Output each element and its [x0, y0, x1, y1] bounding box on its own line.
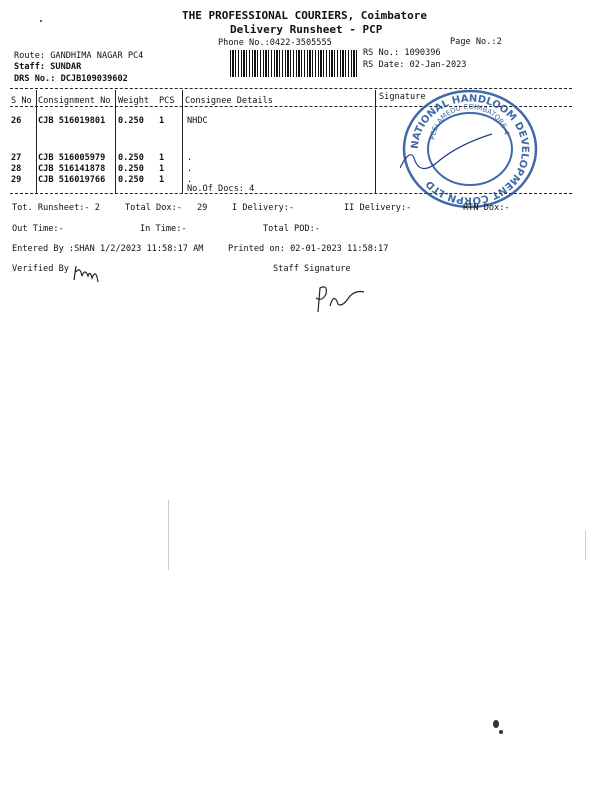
printed-on: Printed on: 02-01-2023 11:58:17 — [228, 244, 389, 254]
i-delivery: I Delivery:- — [232, 203, 295, 213]
tot-runsheet: Tot. Runsheet:- 2 — [12, 203, 100, 213]
scan-artifact — [168, 500, 169, 570]
row-weight: 0.250 — [118, 153, 144, 163]
row-pcs: 1 — [159, 175, 165, 185]
row-consignment: CJB 516005979 — [38, 153, 106, 163]
scan-speck — [499, 730, 503, 734]
drs-number: DRS No.: DCJB109039602 — [14, 74, 128, 84]
staff: Staff: SUNDAR — [14, 62, 82, 72]
verified-signature — [72, 262, 102, 284]
stamp-inner-text: PEELAMEDU COIMBATORE-4 — [428, 103, 511, 141]
company-name: THE PROFESSIONAL COURIERS, Coimbatore — [182, 9, 428, 22]
row-sno: 26 — [11, 116, 22, 126]
company-stamp — [400, 88, 540, 210]
row-details: . — [187, 164, 193, 174]
row-pcs: 1 — [159, 116, 165, 126]
scan-artifact — [585, 530, 586, 560]
total-dox-label: Total Dox:- — [125, 203, 182, 213]
rs-date: RS Date: 02-Jan-2023 — [363, 60, 467, 70]
ii-delivery: II Delivery:- — [344, 203, 412, 213]
rtn-dox: RTN Dox:- — [463, 203, 510, 213]
no-of-docs: No.Of Docs: 4 — [187, 184, 255, 194]
row-sno: 28 — [11, 164, 22, 174]
row-weight: 0.250 — [118, 175, 144, 185]
row-consignment: CJB 516141878 — [38, 164, 106, 174]
header-signature: Signature — [379, 92, 426, 102]
entered-by: Entered By :SHAN 1/2/2023 11:58:17 AM — [12, 244, 204, 254]
out-time: Out Time:- — [12, 224, 64, 234]
row-consignment: CJB 516019766 — [38, 175, 106, 185]
row-details: . — [187, 153, 193, 163]
header-pcs: PCS — [159, 96, 175, 106]
row-details: . — [187, 175, 193, 185]
column-divider — [182, 90, 183, 193]
document-title: Delivery Runsheet - PCP — [230, 23, 383, 36]
scan-speck — [40, 20, 42, 22]
row-pcs: 1 — [159, 153, 165, 163]
page-number: Page No.:2 — [450, 37, 502, 47]
total-dox-value: 29 — [197, 203, 208, 213]
staff-signature — [310, 282, 366, 316]
route: Route: GANDHIMA NAGAR PC4 — [14, 51, 144, 61]
column-divider — [375, 90, 376, 193]
scan-speck — [493, 720, 499, 728]
stamp-outer-text: NATIONAL HANDLOOM DEVELOPMENT CORPN.LTD — [409, 93, 531, 206]
header-weight: Weight — [118, 96, 150, 106]
row-weight: 0.250 — [118, 116, 144, 126]
row-pcs: 1 — [159, 164, 165, 174]
header-consignment: Consignment No — [38, 96, 111, 106]
header-consignee: Consignee Details — [185, 96, 273, 106]
row-sno: 27 — [11, 153, 22, 163]
phone-number: Phone No.:0422-3505555 — [218, 38, 332, 48]
header-sno: S No — [11, 96, 32, 106]
total-pod: Total POD:- — [263, 224, 320, 234]
row-details: NHDC — [187, 116, 208, 126]
column-divider — [36, 90, 37, 193]
staff-signature-label: Staff Signature — [273, 264, 351, 274]
in-time: In Time:- — [140, 224, 187, 234]
rs-number: RS No.: 1090396 — [363, 48, 441, 58]
barcode-image — [230, 50, 358, 77]
row-sno: 29 — [11, 175, 22, 185]
column-divider — [115, 90, 116, 193]
verified-by: Verified By — [12, 264, 69, 274]
row-weight: 0.250 — [118, 164, 144, 174]
row-consignment: CJB 516019801 — [38, 116, 106, 126]
